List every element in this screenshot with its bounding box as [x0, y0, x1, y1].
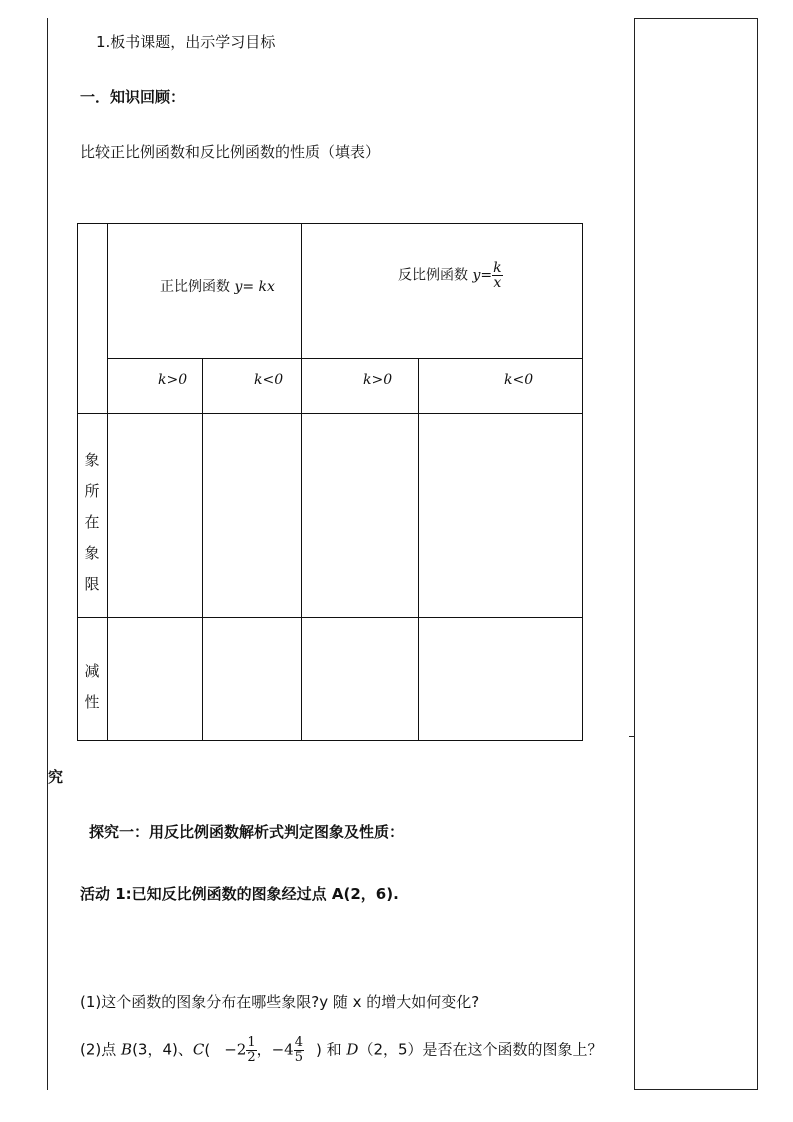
explore-title: 探究一：用反比例函数解析式判定图象及性质： [89, 823, 405, 841]
comparison-table [77, 223, 583, 741]
side-label: 究 [48, 768, 64, 786]
row-label-quadrant-char: 在 [84, 513, 100, 531]
row-label-monotonicity [82, 656, 102, 718]
q2-c-y-den: 5 [294, 1049, 304, 1065]
question-1: (1)这个函数的图象分布在哪些象限?y 随 x 的增大如何变化? [80, 993, 480, 1011]
side-column-bottom-border [634, 1089, 758, 1090]
direct-header-prefix: 正比例函数 [160, 279, 235, 295]
inverse-header-prefix: 反比例函数 [398, 267, 473, 284]
direct-k-positive: k>0 [158, 372, 188, 388]
question-2 [80, 1036, 603, 1064]
direct-k-negative: k<0 [254, 372, 284, 388]
q2-and-text: 和 [321, 1040, 347, 1059]
content-right-border [634, 18, 635, 1090]
q2-point-d: D [346, 1040, 359, 1059]
direct-formula: y= kx [234, 279, 275, 295]
row-label-monotonicity-char: 减 [84, 662, 100, 680]
inverse-fraction [492, 261, 502, 290]
q2-point-c: C [192, 1040, 205, 1059]
activity-title: 活动 1:已知反比例函数的图象经过点 A(2，6). [80, 885, 399, 903]
q2-d-coords: （2，5） [358, 1040, 423, 1059]
left-margin-line [47, 18, 48, 1090]
q2-c-sep: ，−4 [256, 1040, 294, 1059]
q2-c-y-num: 4 [294, 1035, 304, 1050]
row-label-quadrant [82, 445, 102, 600]
side-column-top-border [634, 18, 758, 19]
q2-c-x-whole: −2 [224, 1040, 247, 1059]
side-column-tick [629, 736, 635, 737]
q2-c-x-den: 2 [247, 1049, 256, 1065]
row-label-quadrant-char: 象 [84, 544, 100, 562]
side-column-right-border [757, 18, 758, 1090]
q2-b-coords: (3，4)、 [132, 1040, 193, 1059]
inverse-formula-lhs: y= [472, 267, 493, 284]
q2-point-b: B [121, 1040, 133, 1059]
inverse-numerator: k [493, 260, 502, 276]
q2-prefix: (2)点 [80, 1040, 122, 1059]
q2-c-open: ( [204, 1040, 211, 1059]
q2-c-x-num: 1 [247, 1035, 256, 1050]
q2-c-y-fraction [294, 1036, 304, 1064]
row-label-quadrant-char: 限 [84, 575, 100, 593]
inverse-denominator: x [493, 275, 502, 291]
inverse-k-negative: k<0 [504, 372, 534, 388]
section-review-heading: 一．知识回顾： [80, 88, 186, 106]
direct-proportion-header [160, 276, 275, 296]
row-label-quadrant-char: 象 [84, 451, 100, 469]
row-label-monotonicity-char: 性 [84, 693, 100, 711]
step-title: 1.板书课题，出示学习目标 [96, 33, 276, 51]
compare-instruction: 比较正比例函数和反比例函数的性质（填表） [80, 143, 381, 161]
inverse-proportion-header [398, 261, 503, 290]
q2-c-close: ) [316, 1040, 322, 1059]
q2-c-x-fraction [246, 1036, 256, 1064]
q2-suffix: 是否在这个函数的图象上？ [422, 1040, 603, 1059]
inverse-k-positive: k>0 [363, 372, 393, 388]
row-label-quadrant-char: 所 [84, 482, 100, 500]
